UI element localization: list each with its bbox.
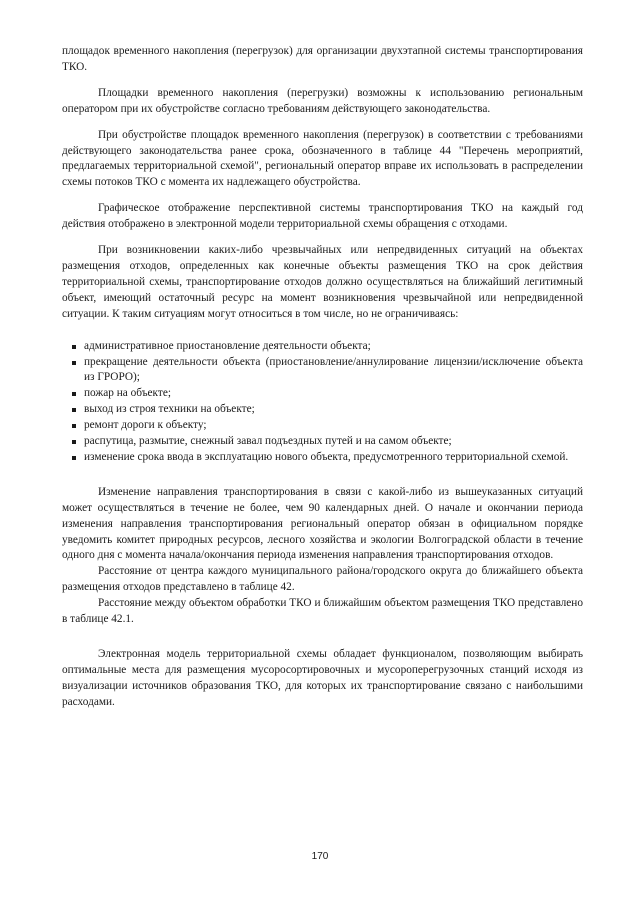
paragraph-arrangement: При обустройстве площадок временного накопления (перегрузок) в соответствии с требованиями действующего законодательства ранее срока, обозначенного в таблице 44 "Перечень мероприятий, предлагаемых территориальной схемой", региональный оператор вправе их использовать в распределении схемы потоков ТКО с момента их надлежащего обустройства. bbox=[62, 128, 583, 189]
paragraph-continuation: площадок временного накопления (перегрузок) для организации двухэтапной системы транспортирования ТКО. bbox=[62, 45, 583, 73]
paragraph-graphic-display: Графическое отображение перспективной системы транспортирования ТКО на каждый год действия отображено в электронной модели территориальной схемы обращения с отходами. bbox=[62, 202, 583, 231]
list-item: прекращение деятельности объекта (приостановление/аннулирование лицензии/исключение объекта из ГРОРО); bbox=[62, 355, 583, 387]
emergency-situations-list bbox=[62, 339, 583, 466]
list-item: изменение срока ввода в эксплуатацию нового объекта, предусмотренного территориальной схемой. bbox=[62, 450, 583, 466]
list-item: ремонт дороги к объекту; bbox=[62, 418, 583, 434]
page-body bbox=[62, 44, 583, 711]
paragraph-electronic-model: Электронная модель территориальной схемы обладает функционалом, позволяющим выбирать оптимальные места для размещения мусоросортировочных и мусороперегрузочных станций исходя из визуализации источников образования ТКО, для которых их транспортирование связано с наибольшими расходами. bbox=[62, 648, 583, 708]
paragraph-direction-change: Изменение направления транспортирования в связи с какой-либо из вышеуказанных ситуаций может осуществляться в течение не более, чем 90 календарных дней. О начале и окончании периода изменения направления транспортирования региональный оператор обязан в официальном порядке уведомить комитет природных ресурсов, лесного хозяйства и экологии Волгоградской области в течение одного дня с момента начала/окончания периода изменения направления транспортирования отходов. bbox=[62, 485, 583, 562]
list-item: выход из строя техники на объекте; bbox=[62, 402, 583, 418]
paragraph-distance-table-42-1: Расстояние между объектом обработки ТКО и ближайшим объектом размещения ТКО представлено в таблице 42.1. bbox=[62, 597, 583, 626]
list-item: пожар на объекте; bbox=[62, 386, 583, 402]
list-item: административное приостановление деятельности объекта; bbox=[62, 339, 583, 355]
paragraph-transfer-sites: Площадки временного накопления (перегрузки) возможны к использованию региональным оператором при их обустройстве согласно требованиям действующего законодательства. bbox=[62, 86, 583, 115]
paragraph-emergencies: При возникновении каких-либо чрезвычайных или непредвиденных ситуаций на объектах размещения отходов, определенных как конечные объекты размещения ТКО на срок действия территориальной схемы, транспортирование отходов должно осуществляться на ближайший легитимный объект, имеющий остаточный ресурс на момент возникновения чрезвычайной или непредвиденной ситуации. К таким ситуациям могут относиться в том числе, но не ограничиваясь: bbox=[62, 244, 583, 320]
page-number: 170 bbox=[311, 851, 329, 862]
paragraph-distance-table-42: Расстояние от центра каждого муниципального района/городского округа до ближайшего объекта размещения отходов представлено в таблице 42. bbox=[62, 565, 583, 594]
list-item: распутица, размытие, снежный завал подъездных путей и на самом объекте; bbox=[62, 434, 583, 450]
